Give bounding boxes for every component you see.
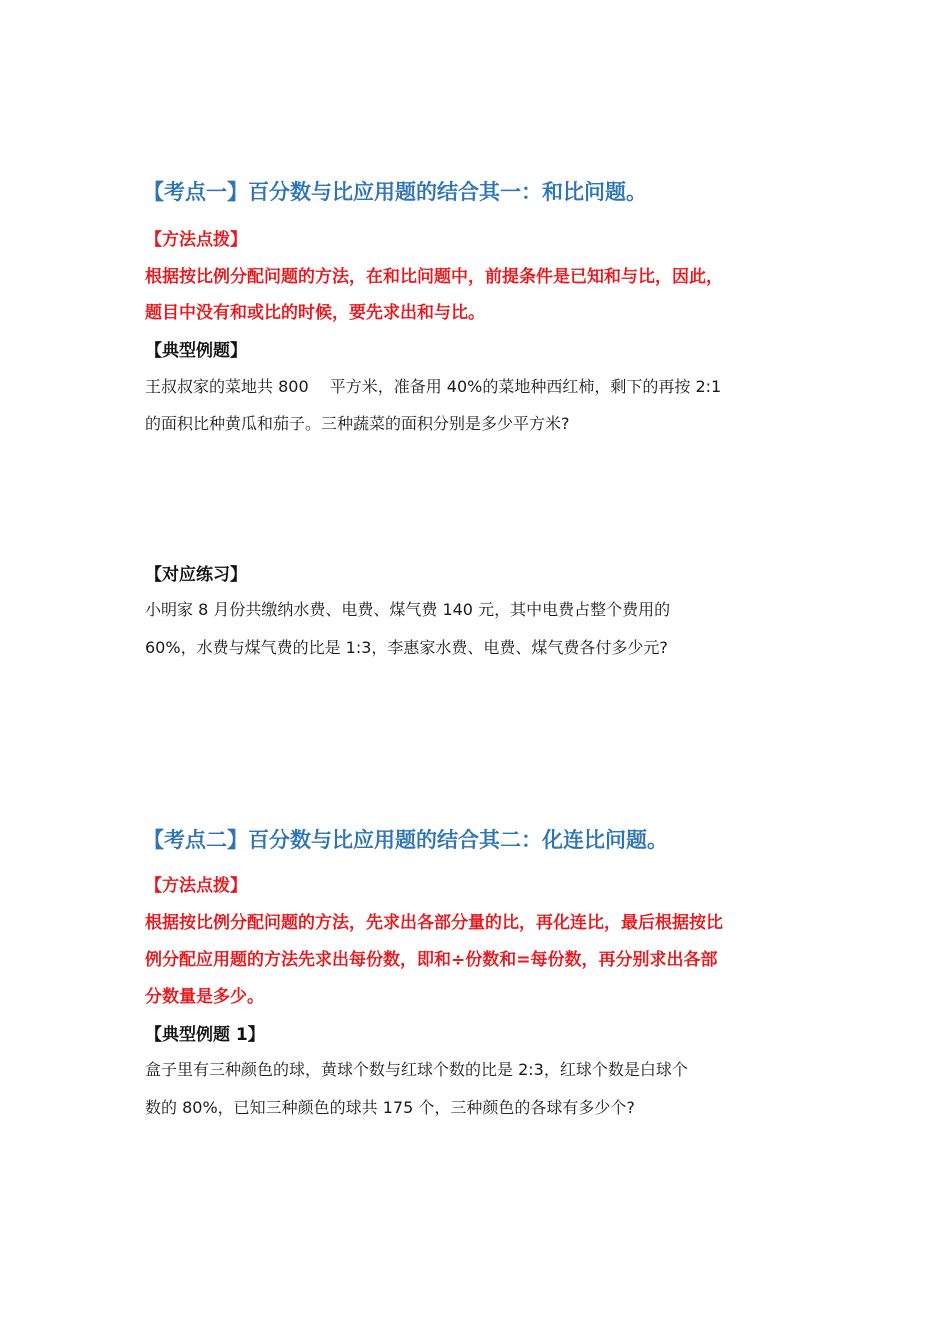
section1-method-line-2: 题目中没有和或比的时候，要先求出和与比。: [145, 303, 485, 323]
section1-heading: 【考点一】百分数与比应用题的结合其一：和比问题。: [143, 180, 647, 204]
section1-practice-label: 【对应练习】: [145, 565, 247, 585]
section2-method-label: 【方法点拨】: [145, 876, 247, 896]
section2-method-line-1: 根据按比例分配问题的方法，先求出各部分量的比，再化连比，最后根据按比: [145, 913, 723, 933]
section1-practice-line-2: 60%，水费与煤气费的比是 1:3，李惠家水费、电费、煤气费各付多少元?: [145, 638, 668, 657]
section1-method-label: 【方法点拨】: [145, 230, 247, 250]
section1-example-line-1: 王叔叔家的菜地共 800 平方米，准备用 40%的菜地种西红柿，剩下的再按 2:1: [145, 377, 722, 396]
section2-method-line-3: 分数量是多少。: [145, 987, 264, 1007]
section1-method-line-1: 根据按比例分配问题的方法，在和比问题中，前提条件是已知和与比，因此，: [145, 267, 723, 287]
section2-method-line-2: 例分配应用题的方法先求出每份数，即和÷份数和=每份数，再分别求出各部: [145, 950, 718, 970]
section2-example-line-1: 盒子里有三种颜色的球，黄球个数与红球个数的比是 2:3，红球个数是白球个: [145, 1060, 688, 1079]
section2-heading: 【考点二】百分数与比应用题的结合其二：化连比问题。: [143, 828, 668, 852]
section2-example-line-2: 数的 80%，已知三种颜色的球共 175 个，三种颜色的各球有多少个?: [145, 1098, 635, 1117]
section1-practice-line-1: 小明家 8 月份共缴纳水费、电费、煤气费 140 元，其中电费占整个费用的: [145, 600, 671, 619]
section1-example-label: 【典型例题】: [145, 341, 247, 361]
section2-example-label: 【典型例题 1】: [145, 1025, 265, 1045]
section1-example-line-2: 的面积比种黄瓜和茄子。三种蔬菜的面积分别是多少平方米?: [145, 414, 570, 433]
